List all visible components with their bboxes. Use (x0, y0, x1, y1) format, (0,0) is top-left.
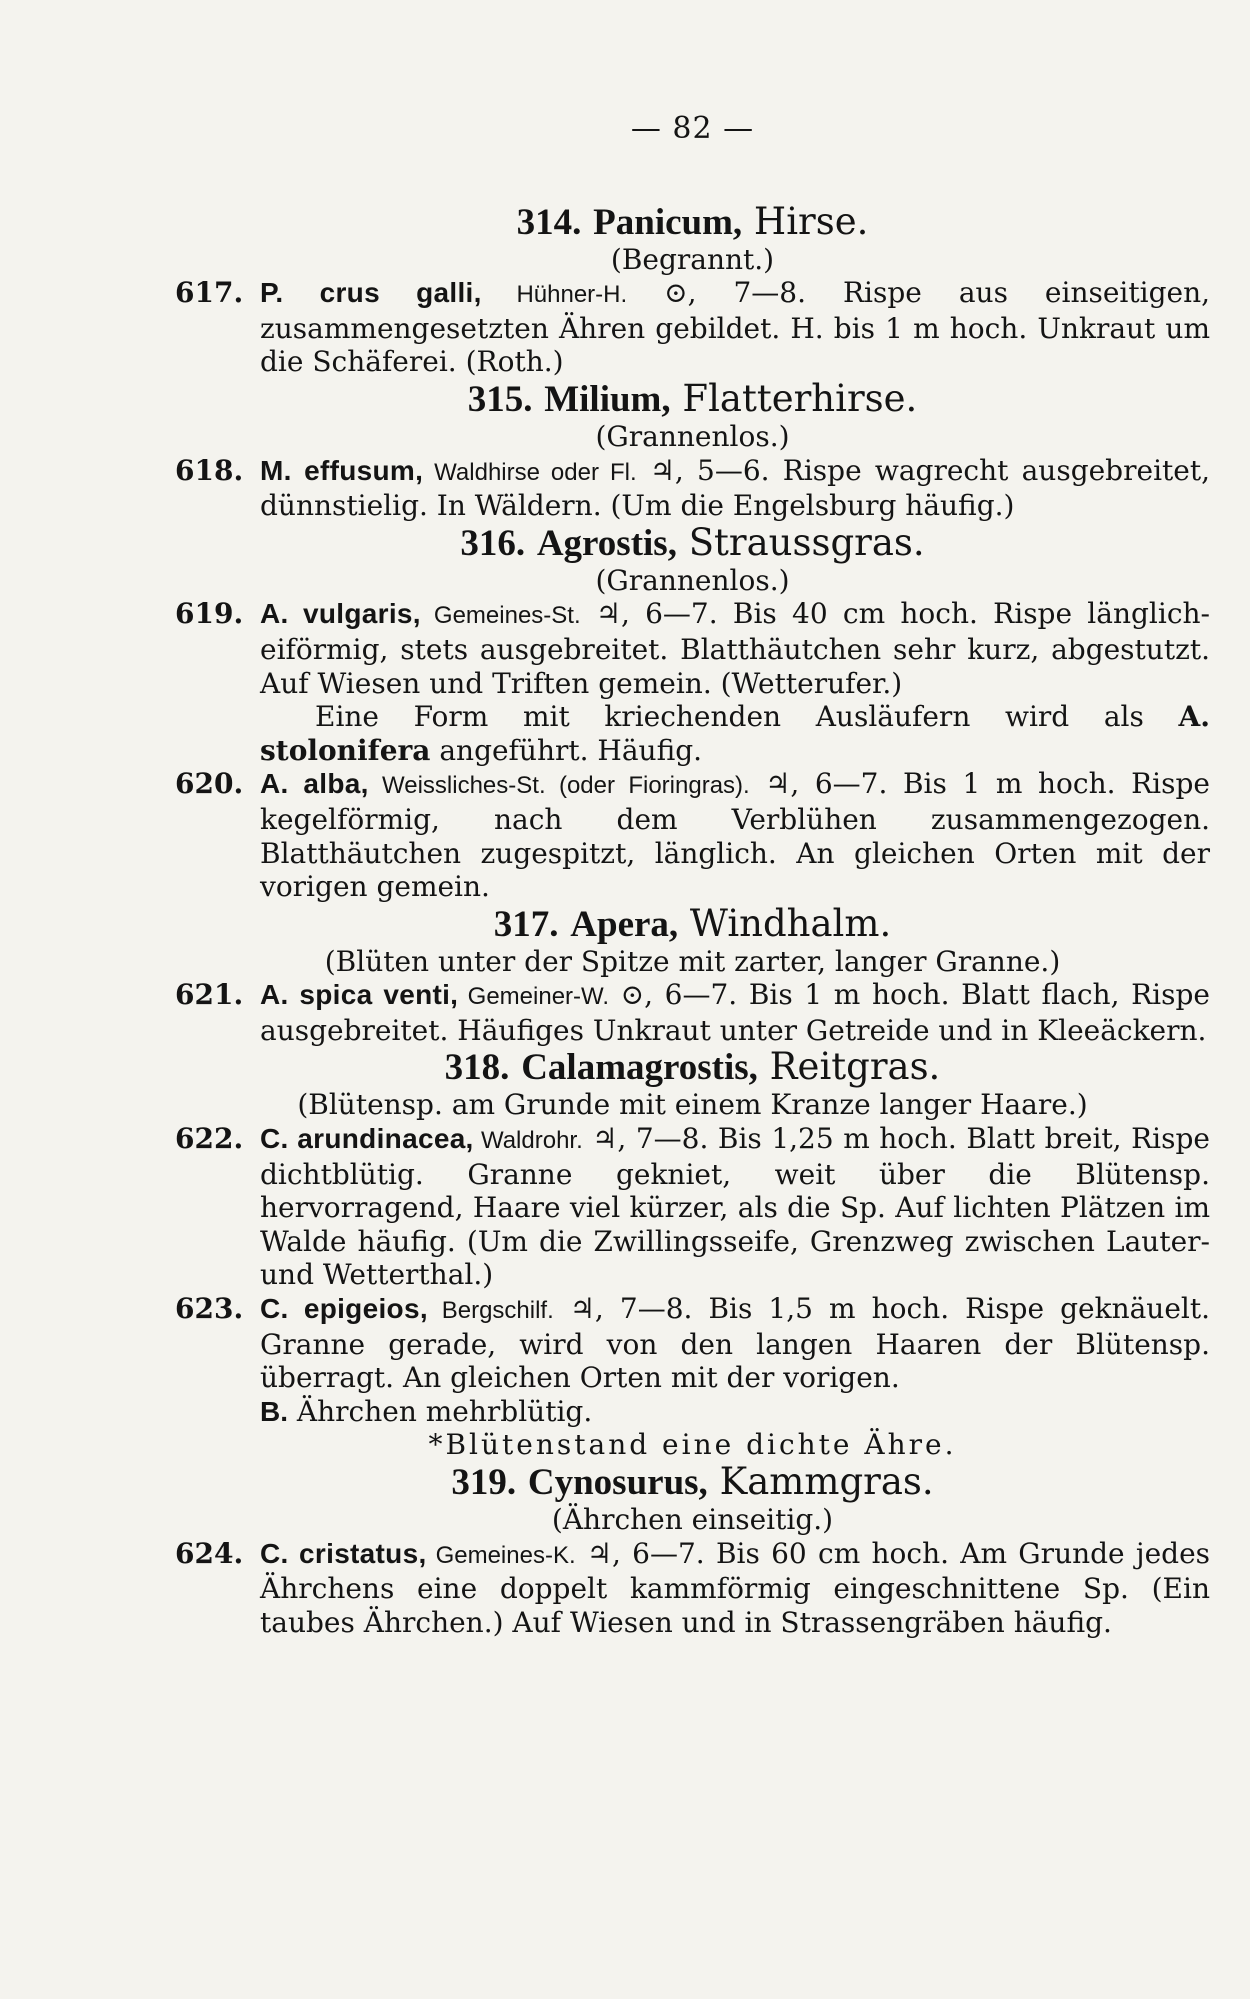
genus-name: Cynosurus, (527, 1462, 708, 1503)
species-entry-618 (175, 454, 1210, 523)
genus-number: 314. (516, 201, 582, 243)
genus-number: 319. (451, 1462, 517, 1503)
genus-heading-319 (175, 1462, 1210, 1503)
entry-text: ♃, 7—8. Bis 1,5 m hoch. Rispe geknäuelt. Granne gerade, wird von den langen Haaren der Blütensp. überragt. An gleichen Orten mit der vorigen. (260, 1292, 1211, 1395)
genus-common-name: Straussgras. (676, 520, 925, 564)
page-number: — 82 — (630, 111, 755, 146)
genus-heading-318 (175, 1047, 1210, 1088)
genus-common-name: Reitgras. (757, 1045, 941, 1089)
entry-number: 621. (175, 978, 244, 1012)
species-name: C. cristatus, (260, 1537, 427, 1569)
vernacular-name: Waldrohr. (473, 1127, 583, 1155)
species-entry-623 (175, 1292, 1210, 1395)
species-name: C. arundinacea, (260, 1123, 474, 1155)
species-name: P. crus galli, (260, 277, 482, 309)
species-note-619 (175, 700, 1210, 767)
species-entry-619 (175, 597, 1210, 700)
book-page (175, 90, 1210, 1639)
genus-number: 315. (467, 378, 533, 420)
species-name: C. epigeios, (260, 1293, 428, 1325)
genus-subtitle-317: (Blüten unter der Spitze mit zarter, langer Granne.) (324, 944, 1061, 978)
entry-number: 617. (175, 276, 244, 310)
vernacular-name: Gemeiner-W. (458, 983, 610, 1011)
genus-heading-314 (175, 199, 1210, 243)
genus-name: Apera, (570, 903, 679, 945)
genus-heading-316 (175, 520, 1210, 564)
entry-number: 624. (175, 1536, 244, 1570)
entry-text: ♃, 6—7. Bis 60 cm hoch. Am Grunde jedes Ährchens eine doppelt kammförmig eingeschnittene Sp. (Ein taubes Ährchen.) Auf Wiesen und in Strassengräben häufig. (260, 1536, 1211, 1639)
genus-number: 316. (460, 522, 526, 564)
entry-text: ⊙, 6—7. Bis 1 m hoch. Blatt flach, Rispe ausgebreitet. Häufiges Unkraut unter Getreide und in Kleeäckern. (260, 978, 1210, 1047)
species-entry-620 (175, 767, 1210, 903)
note-text: Eine Form mit kriechenden Ausläufern wird als (315, 700, 1144, 734)
genus-subtitle-314: (Begrannt.) (610, 242, 775, 276)
entry-text: ♃, 6—7. Bis 1 m hoch. Rispe kegelförmig, nach dem Verblühen zusammengezogen. Blatthäutchen zugespitzt, länglich. An gleichen Orten mit der vorigen gemein. (260, 767, 1210, 904)
entry-text: ♃, 5—6. Rispe wagrecht ausgebreitet, dünnstielig. In Wäldern. (Um die Engelsburg häufig.) (260, 453, 1210, 523)
genus-name: Agrostis, (536, 522, 677, 564)
species-name: M. effusum, (260, 454, 424, 486)
entry-text: ♃, 6—7. Bis 40 cm hoch. Rispe länglich-eiförmig, stets ausgebreitet. Blatthäutchen sehr kurz, abgestutzt. Auf Wiesen und Triften gemein. (Wetterufer.) (260, 597, 1210, 700)
genus-name: Panicum, (593, 201, 743, 243)
genus-name: Calamagrostis, (521, 1047, 758, 1089)
genus-common-name: Flatterhirse. (670, 376, 918, 420)
entry-number: 622. (175, 1122, 244, 1156)
species-entry-622 (175, 1122, 1210, 1292)
section-marker: B. (260, 1395, 288, 1427)
species-entry-621 (175, 978, 1210, 1047)
species-name: A. alba, (260, 768, 369, 800)
vernacular-name: Hühner-H. (481, 281, 628, 309)
vernacular-name: Bergschilf. (427, 1297, 554, 1325)
entry-number: 623. (175, 1292, 244, 1326)
genus-common-name: Hirse. (742, 199, 869, 243)
vernacular-name: Weissliches-St. (oder Fioringras). (368, 772, 750, 800)
note-text-end: angeführt. Häufig. (430, 733, 703, 767)
genus-name: Milium, (544, 378, 671, 420)
entry-number: 618. (175, 453, 244, 487)
genus-subtitle-315: (Grannenlos.) (595, 419, 790, 453)
entry-number: 619. (175, 597, 244, 631)
genus-subtitle-318: (Blütensp. am Grunde mit einem Kranze langer Haare.) (297, 1088, 1088, 1122)
vernacular-name: Waldhirse oder Fl. (423, 458, 637, 486)
section-b-heading (175, 1395, 1210, 1429)
genus-subtitle-316: (Grannenlos.) (595, 563, 790, 597)
genus-heading-315 (175, 376, 1210, 420)
entry-text: ⊙, 7—8. Rispe aus einseitigen, zusammengesetzten Ähren gebildet. H. bis 1 m hoch. Unkraut um die Schäferei. (Roth.) (260, 276, 1211, 379)
vernacular-name: Gemeines-K. (426, 1541, 576, 1569)
species-entry-617 (175, 276, 1210, 379)
spaced-subheading: *Blütenstand eine dichte Ähre. (428, 1428, 957, 1462)
species-name: A. vulgaris, (260, 598, 421, 630)
species-name: A. spica venti, (260, 979, 459, 1011)
genus-number: 318. (444, 1047, 510, 1089)
genus-common-name: Windhalm. (678, 901, 892, 945)
vernacular-name: Gemeines-St. (420, 602, 581, 630)
genus-common-name: Kammgras. (707, 1460, 934, 1503)
section-text: Ährchen mehrblütig. (288, 1394, 593, 1428)
genus-heading-317 (175, 901, 1210, 945)
note-species-name: A. stolonifera (260, 700, 1210, 767)
genus-number: 317. (493, 903, 559, 945)
entry-number: 620. (175, 767, 244, 801)
entry-text: ♃, 7—8. Bis 1,25 m hoch. Blatt breit, Rispe dichtblütig. Granne gekniet, weit über die Blütensp. hervorragend, Haare viel kürzer, als die Sp. Auf lichten Plätzen im Walde häufig. (Um die Zwillingsseife, Grenzweg zwischen Lauter- und Wetterthal.) (260, 1122, 1210, 1292)
genus-subtitle-319: (Ährchen einseitig.) (551, 1503, 834, 1536)
species-entry-624 (175, 1537, 1210, 1640)
